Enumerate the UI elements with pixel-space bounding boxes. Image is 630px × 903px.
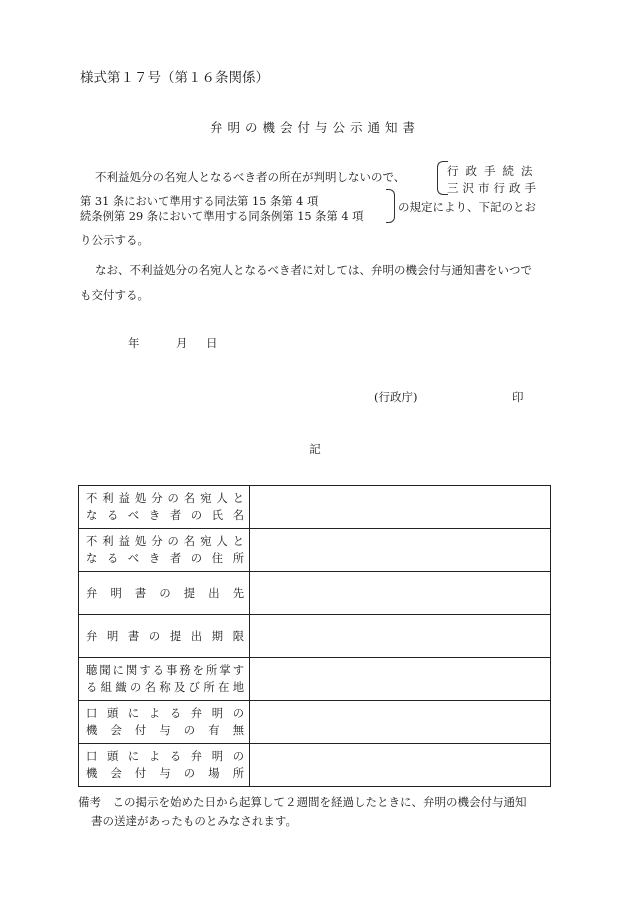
table-row	[79, 615, 551, 658]
paragraph1-suffix: の規定により、下記のとお	[398, 200, 536, 214]
table-row-value[interactable]	[250, 615, 551, 658]
table-row-label	[79, 658, 250, 701]
label-text: 機会付与の場所	[86, 767, 244, 780]
table-row	[79, 486, 551, 529]
table-row-value[interactable]	[250, 486, 551, 529]
paragraph1-line2: 第 31 条において準用する同法第 15 条第 4 項	[80, 195, 319, 208]
table-row-label	[79, 744, 250, 787]
table-row-value[interactable]	[250, 529, 551, 572]
label-text: 弁明書の提出先	[86, 586, 244, 600]
label-text: 口頭による弁明の	[86, 750, 244, 763]
document-title: 弁明の機会付与公示通知書	[209, 120, 420, 135]
table-row-value[interactable]	[250, 572, 551, 615]
paragraph1-line1: 不利益処分の名宛人となるべき者の所在が判明しないので、	[95, 170, 406, 184]
table-row-label	[79, 529, 250, 572]
label-text: なるべき者の氏名	[86, 509, 244, 522]
date-month: 月	[176, 336, 188, 350]
label-text: 弁明書の提出期限	[86, 629, 244, 643]
note-line1: 備考 この掲示を始めた日から起算して２週間を経過したときに、弁明の機会付与通知	[78, 795, 527, 809]
info-table	[78, 485, 551, 787]
table-row	[79, 701, 551, 744]
label-text: 口頭による弁明の	[86, 707, 244, 720]
paragraph2-line2: も交付する。	[80, 288, 149, 302]
paragraph1-line3: 続条例第 29 条において準用する同条例第 15 条第 4 項	[80, 210, 364, 223]
table-row-label	[79, 572, 250, 615]
table-row-label	[79, 615, 250, 658]
label-text: なるべき者の住所	[86, 552, 244, 565]
date-row	[128, 335, 218, 351]
law-option-1: 行政手続法	[447, 164, 540, 178]
table-row	[79, 572, 551, 615]
table-row	[79, 744, 551, 787]
paragraph1-line4: り公示する。	[80, 233, 149, 247]
date-day: 日	[206, 336, 218, 350]
agency-label: (行政庁)	[374, 390, 418, 404]
right-bracket	[386, 189, 395, 223]
table-row	[79, 529, 551, 572]
note-line2: 書の送達があったものとみなされます。	[91, 814, 297, 828]
table-row-value[interactable]	[250, 701, 551, 744]
table-row-value[interactable]	[250, 658, 551, 701]
label-text: 聴聞に関する事務を所掌す	[86, 664, 244, 677]
label-text: 不利益処分の名宛人と	[86, 535, 244, 548]
label-text: 機会付与の有無	[86, 724, 244, 737]
date-year: 年	[128, 336, 140, 350]
form-number: 様式第１７号（第１６条関係）	[80, 70, 269, 86]
table-row-label	[79, 486, 250, 529]
label-text: る組織の名称及び所在地	[86, 681, 244, 694]
law-option-2: 三沢市行政手	[447, 181, 540, 195]
table-row-value[interactable]	[250, 744, 551, 787]
seal-mark: 印	[512, 390, 524, 404]
table-row	[79, 658, 551, 701]
label-text: 不利益処分の名宛人と	[86, 492, 244, 505]
paragraph2-line1: なお、不利益処分の名宛人となるべき者に対しては、弁明の機会付与通知書をいつで	[95, 263, 532, 277]
table-row-label	[79, 701, 250, 744]
ki-heading: 記	[309, 442, 321, 456]
